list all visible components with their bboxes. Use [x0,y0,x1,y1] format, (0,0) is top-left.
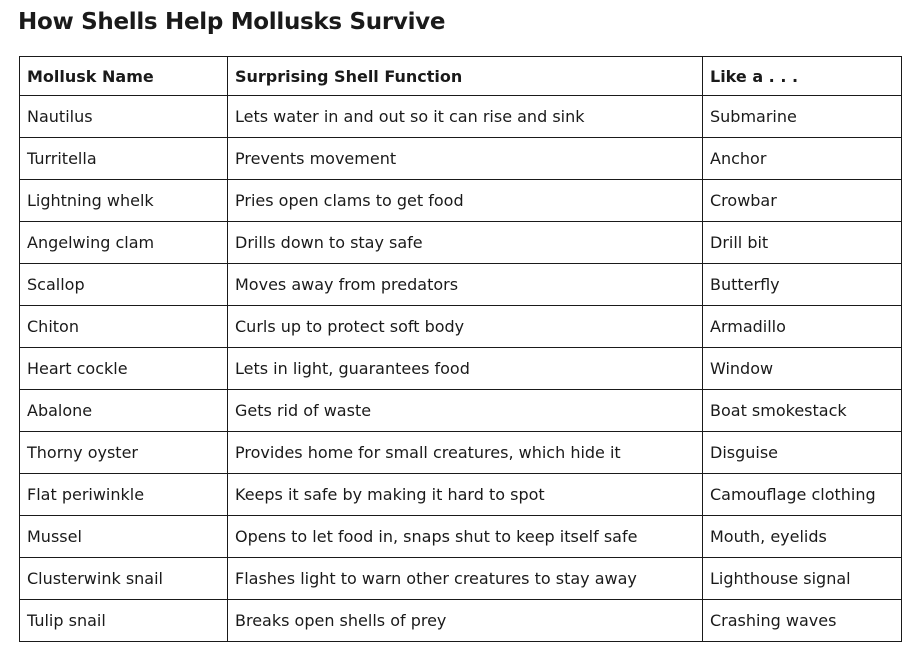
cell-shell-function: Drills down to stay safe [228,222,703,264]
cell-shell-function: Provides home for small creatures, which hide it [228,432,703,474]
cell-like-a: Boat smokestack [703,390,902,432]
cell-mollusk-name: Lightning whelk [20,180,228,222]
table-body [20,96,902,642]
cell-shell-function: Keeps it safe by making it hard to spot [228,474,703,516]
cell-mollusk-name: Thorny oyster [20,432,228,474]
cell-shell-function: Lets water in and out so it can rise and sink [228,96,703,138]
cell-mollusk-name: Heart cockle [20,348,228,390]
cell-shell-function: Breaks open shells of prey [228,600,703,642]
cell-like-a: Crashing waves [703,600,902,642]
cell-shell-function: Pries open clams to get food [228,180,703,222]
cell-mollusk-name: Mussel [20,516,228,558]
cell-like-a: Disguise [703,432,902,474]
cell-shell-function: Prevents movement [228,138,703,180]
cell-like-a: Drill bit [703,222,902,264]
cell-like-a: Mouth, eyelids [703,516,902,558]
cell-mollusk-name: Flat periwinkle [20,474,228,516]
cell-mollusk-name: Chiton [20,306,228,348]
page-title: How Shells Help Mollusks Survive [18,9,446,35]
header-like-a: Like a . . . [703,57,902,96]
cell-like-a: Anchor [703,138,902,180]
cell-mollusk-name: Abalone [20,390,228,432]
table-row [20,264,902,306]
cell-like-a: Window [703,348,902,390]
cell-shell-function: Opens to let food in, snaps shut to keep itself safe [228,516,703,558]
table-header [20,57,902,96]
table-row [20,600,902,642]
cell-shell-function: Gets rid of waste [228,390,703,432]
mollusk-table [19,56,902,642]
cell-mollusk-name: Clusterwink snail [20,558,228,600]
cell-mollusk-name: Angelwing clam [20,222,228,264]
table-row [20,180,902,222]
table-row [20,432,902,474]
cell-shell-function: Lets in light, guarantees food [228,348,703,390]
header-shell-function: Surprising Shell Function [228,57,703,96]
table-row [20,558,902,600]
cell-like-a: Submarine [703,96,902,138]
cell-mollusk-name: Nautilus [20,96,228,138]
cell-shell-function: Moves away from predators [228,264,703,306]
table-row [20,306,902,348]
cell-shell-function: Flashes light to warn other creatures to stay away [228,558,703,600]
cell-mollusk-name: Scallop [20,264,228,306]
table-row [20,348,902,390]
cell-mollusk-name: Turritella [20,138,228,180]
table-row [20,516,902,558]
cell-like-a: Butterfly [703,264,902,306]
table-row [20,390,902,432]
cell-like-a: Crowbar [703,180,902,222]
cell-like-a: Armadillo [703,306,902,348]
table-row [20,138,902,180]
table-row [20,222,902,264]
cell-like-a: Camouflage clothing [703,474,902,516]
cell-shell-function: Curls up to protect soft body [228,306,703,348]
table-row [20,96,902,138]
header-row [20,57,902,96]
cell-like-a: Lighthouse signal [703,558,902,600]
table-row [20,474,902,516]
header-mollusk-name: Mollusk Name [20,57,228,96]
cell-mollusk-name: Tulip snail [20,600,228,642]
